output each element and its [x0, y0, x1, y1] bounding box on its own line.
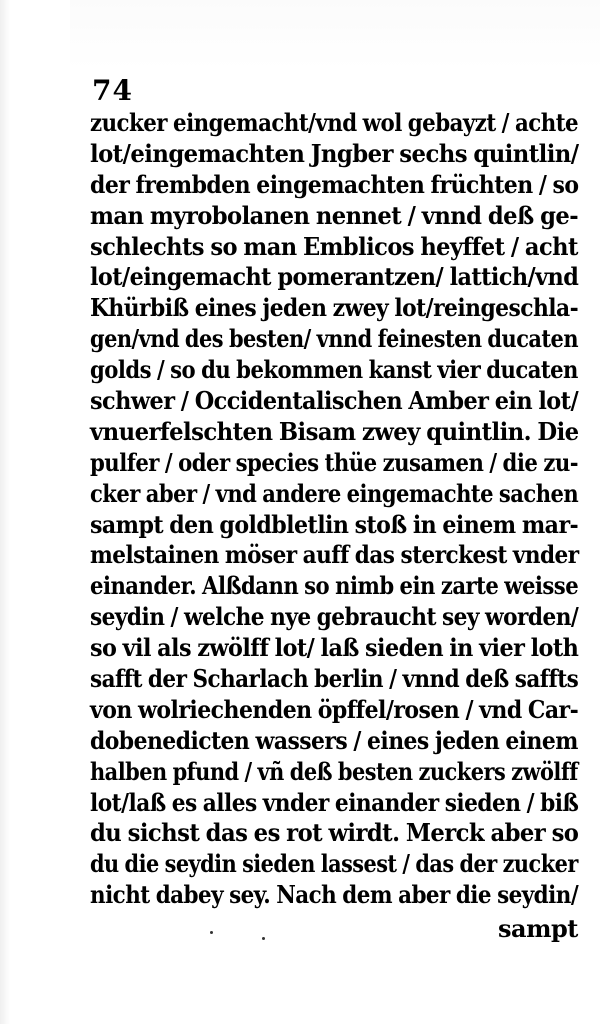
- text-line: nicht dabey sey. Nach dem aber die seydin/: [90, 880, 579, 910]
- text-line: man myrobolanen nennet / vnnd deß ge-: [90, 200, 579, 230]
- text-line: halben pfund / vñ deß besten zuckers zwölff: [90, 756, 578, 786]
- text-line: golds / so du bekommen kanst vier ducaten: [90, 355, 578, 385]
- ink-specks: [200, 925, 280, 945]
- text-line: lot/laß es alles vnder einander sieden / biß: [90, 787, 579, 817]
- text-line: seydin / welche nye gebraucht sey worden/: [90, 602, 579, 632]
- text-line: du sichst das es rot wirdt. Merck aber so: [90, 818, 579, 848]
- text-line: melstainen möser auff das sterckest vnder: [90, 540, 579, 570]
- text-line: Khürbiß eines jeden zwey lot/reingeschla-: [90, 293, 579, 323]
- page-number: 74: [92, 74, 133, 107]
- text-line: cker aber / vnd andere eingemachte sachen: [90, 478, 579, 508]
- text-line: zucker eingemacht/vnd wol gebayzt / achte: [90, 108, 579, 137]
- text-line: dobenedicten wassers / eines jeden einem: [90, 725, 578, 755]
- page-edge-shadow: [0, 0, 10, 1024]
- text-line: sampt den goldbletlin stoß in einem mar-: [90, 509, 579, 539]
- text-line: so vil als zwölff lot/ laß sieden in vier loth: [90, 633, 579, 663]
- text-line: lot/eingemacht pomerantzen/ lattich/vnd: [90, 262, 579, 292]
- text-line: schlechts so man Emblicos heyffet / acht: [90, 231, 578, 261]
- top-paper-tone: [70, 0, 600, 70]
- text-line: pulfer / oder species thüe zusamen / die zu-: [90, 447, 579, 477]
- text-line: gen/vnd des besten/ vnnd feinesten ducaten: [90, 324, 579, 354]
- ink-speck: [210, 931, 213, 934]
- text-line: von wolriechenden öpffel/rosen / vnd Car-: [90, 694, 579, 724]
- text-line: der frembden eingemachten früchten / so: [90, 169, 579, 199]
- ink-speck: [262, 937, 265, 940]
- text-line: safft der Scharlach berlin / vnnd deß saffts: [90, 664, 579, 694]
- catchword: sampt: [498, 914, 578, 943]
- text-line: einander. Alßdann so nimb ein zarte weisse: [90, 571, 579, 601]
- text-line: du die seydin sieden lassest / das der zucker: [90, 849, 578, 879]
- text-line: vnuerfelschten Bisam zwey quintlin. Die: [90, 416, 579, 446]
- text-line: schwer / Occidentalischen Amber ein lot/: [90, 386, 579, 416]
- body-text: [90, 108, 578, 911]
- text-line: lot/eingemachten Jngber sechs quintlin/: [90, 138, 579, 168]
